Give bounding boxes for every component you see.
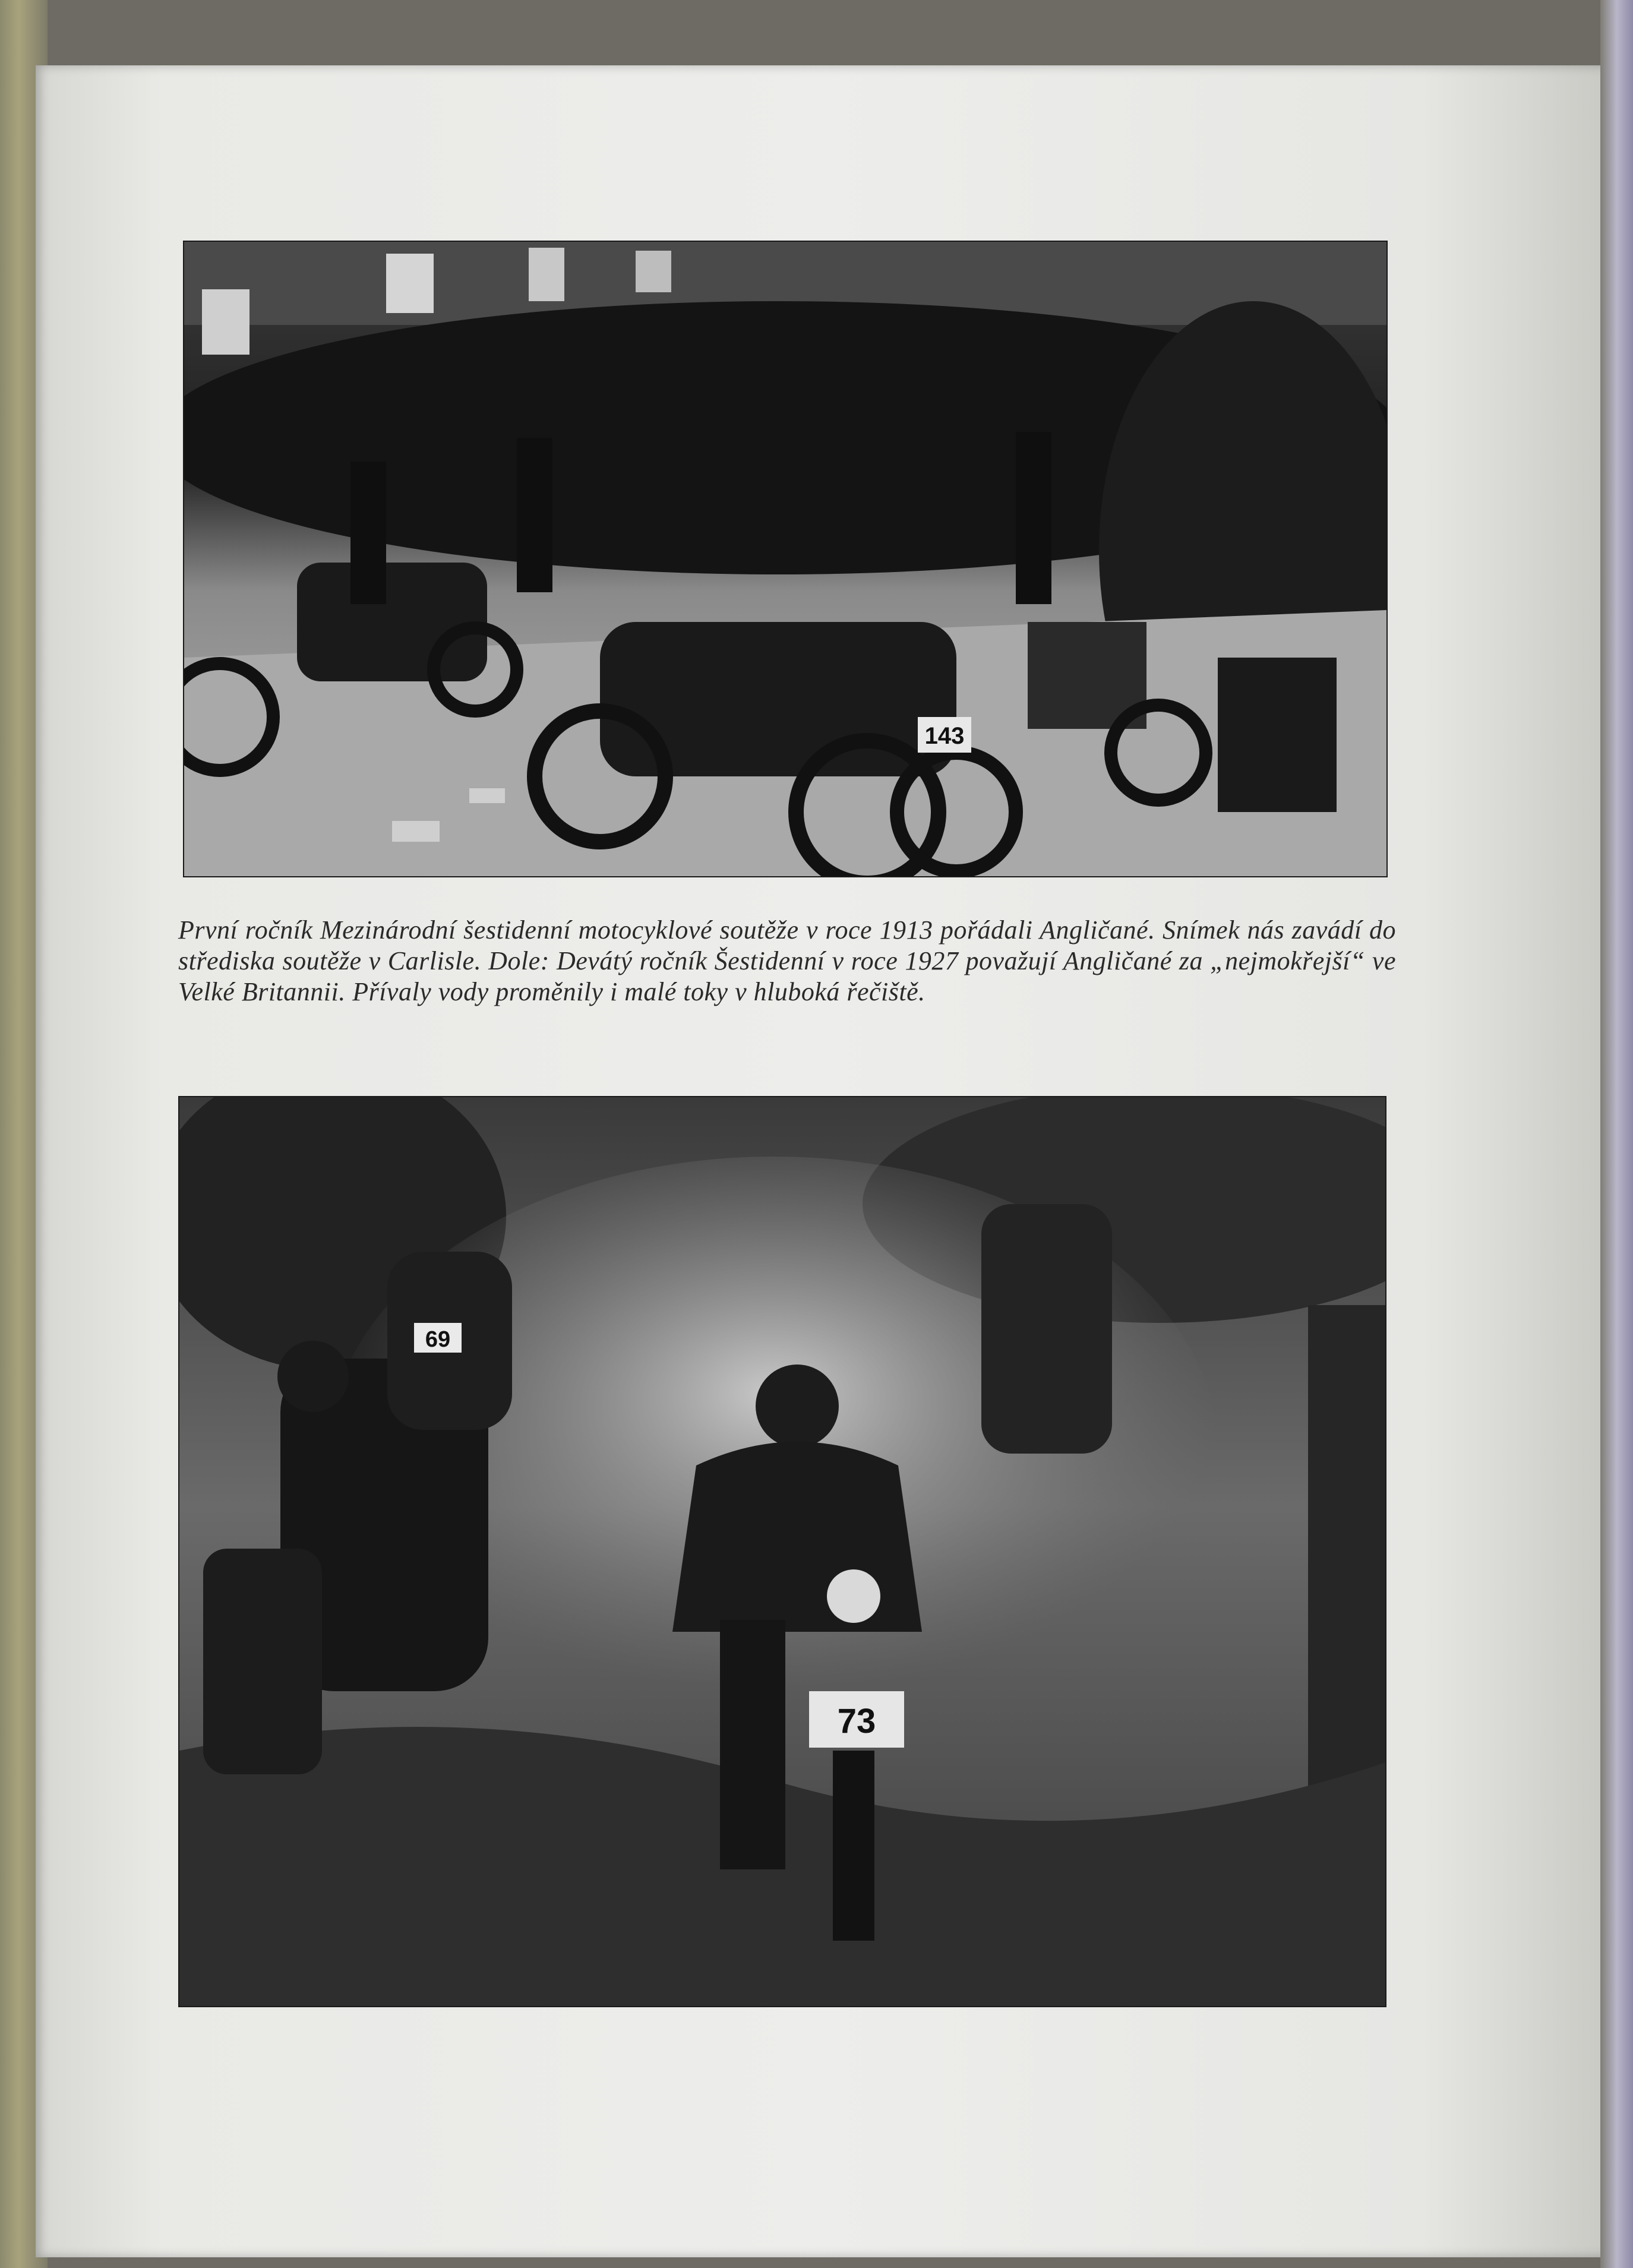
photo-bottom-graphic: [179, 1097, 1385, 2006]
photo-top-graphic: [184, 242, 1386, 876]
plate-69: 69: [425, 1327, 451, 1352]
page-edge: [1600, 0, 1633, 2268]
photo-caption: První ročník Mezinárodní šestidenní motocyklové soutěže v roce 1913 pořádali Angličané. Snímek nás zavádí do střediska soutěže v Carlisle. Dole: Devátý ročník Šestidenní v roce 1927 považují Angličané za „nejmokřejší“ ve Velké Britannii. Přívaly vody proměnily i malé toky v hluboká řečiště.: [178, 915, 1396, 1006]
plate-73: 73: [837, 1702, 876, 1741]
photo-motorcycle-start-carlisle: [183, 241, 1388, 877]
plate-143: 143: [924, 723, 965, 749]
photo-motorcycle-water-crossing: [178, 1096, 1386, 2007]
